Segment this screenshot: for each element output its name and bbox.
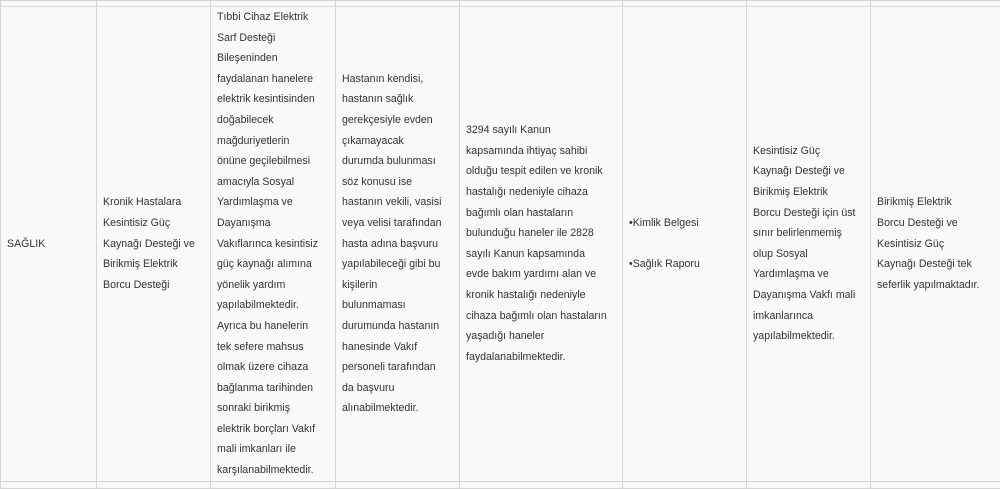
support-name-cell <box>97 7 211 482</box>
document-item-id-card: •Kimlik Belgesi <box>629 213 740 234</box>
support-name-text: Kronik Hastalara Kesintisiz Güç Kaynağı Desteği ve Birikmiş Elektrik Borcu Desteği <box>103 192 204 295</box>
amount-cell <box>747 7 871 482</box>
frequency-text: Birikmiş Elektrik Borcu Desteği ve Kesintisiz Güç Kaynağı Desteği tek seferlik yapılmaktadır. <box>877 192 994 295</box>
eligibility-text: 3294 sayılı Kanun kapsamında ihtiyaç sahibi olduğu tespit edilen ve kronik hastalığı nedeniyle cihaza bağımlı olan hastaların bulunduğu haneler ile 2828 sayılı Kanun kapsamında evde bakım yardımı alan ve kronik hastalığı nedeniyle cihaza bağımlı olan hastaların yaşadığı haneler faydalanabilmektedir. <box>466 120 616 367</box>
documents-cell <box>623 7 747 482</box>
table-row <box>1 7 1000 482</box>
frequency-cell <box>871 7 1000 482</box>
description-text: Tıbbi Cihaz Elektrik Sarf Desteği Bileşeninden faydalanan hanelere elektrik kesintisinden doğabilecek mağduriyetlerin önüne geçilebilmesi amacıyla Sosyal Yardımlaşma ve Dayanışma Vakıflarınca kesintisiz güç kaynağı alımına yönelik yardım yapılabilmektedir. Ayrıca bu hanelerin tek sefere mahsus olmak üzere cihaza bağlanma tarihinden sonraki birikmiş elektrik borçları Vakıf mali imkanları ile karşılanabilmektedir. <box>217 7 329 481</box>
eligibility-cell <box>460 7 623 482</box>
category-cell <box>1 7 97 482</box>
application-text: Hastanın kendisi, hastanın sağlık gerekçesiyle evden çıkamayacak durumda bulunması söz konusu ise hastanın vekili, vasisi veya velisi tarafından hasta adına başvuru yapılabileceği gibi bu kişilerin bulunmaması durumunda hastanın hanesinde Vakıf personeli tarafından da başvuru alınabilmektedir. <box>342 69 453 419</box>
category-text: SAĞLIK <box>7 234 90 255</box>
description-cell <box>211 7 336 482</box>
table-row-bottom-edge <box>1 481 1000 488</box>
application-cell <box>336 7 460 482</box>
amount-text: Kesintisiz Güç Kaynağı Desteği ve Birikmiş Elektrik Borcu Desteği için üst sınır belirlenmemiş olup Sosyal Yardımlaşma ve Dayanışma Vakfı mali imkanlarınca yapılabilmektedir. <box>753 141 864 347</box>
document-item-health-report: •Sağlık Raporu <box>629 254 740 275</box>
documents-list <box>629 213 740 275</box>
